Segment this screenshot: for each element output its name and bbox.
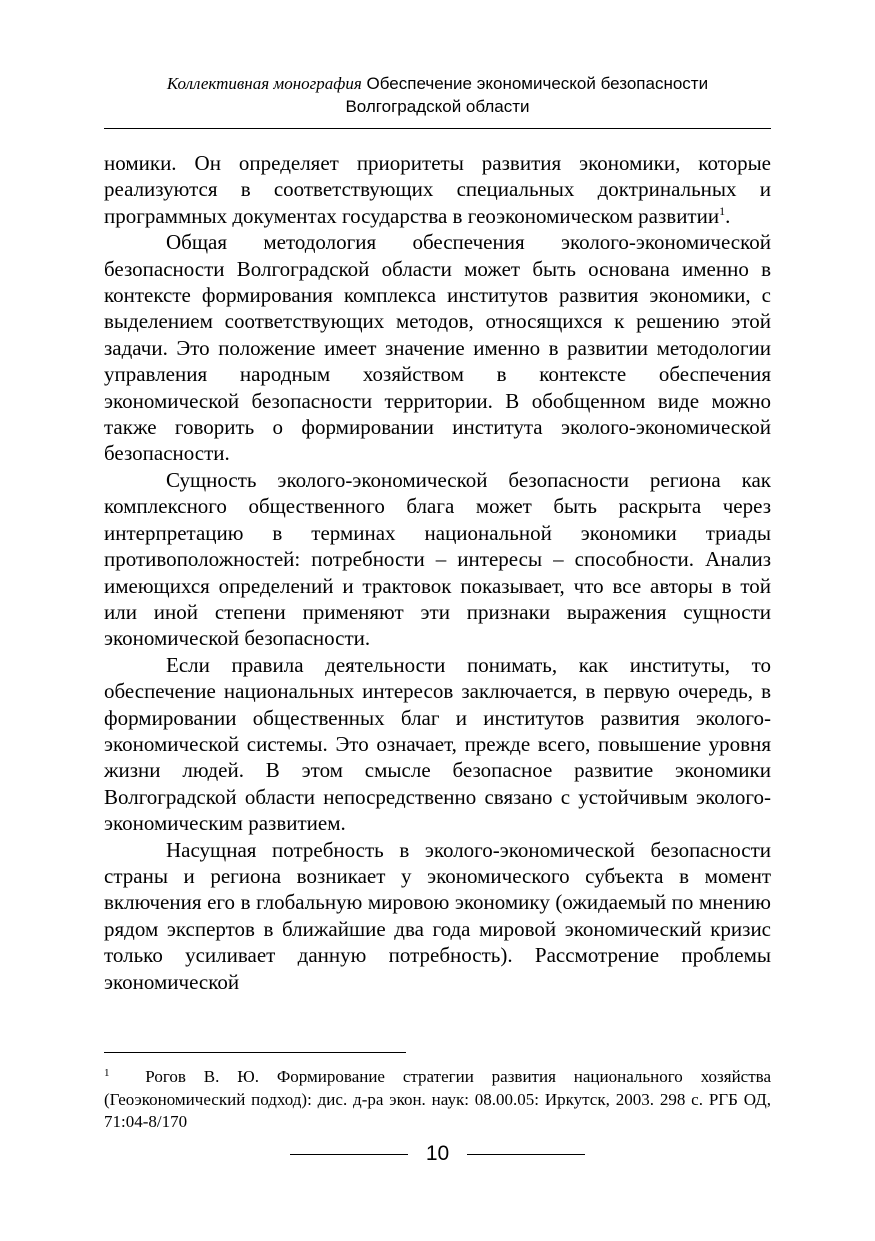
paragraph-3: Сущность эколого-экономической безопасности региона как комплексного общественного блага может быть раскрыта через интерпретацию в терминах национальной экономики триады противоположностей: потребности – интересы – способности. Анализ имеющихся определений и трактовок показывает, что все авторы в той или иной степени применяют эти признаки выражения сущности экономической безопасности.: [104, 467, 771, 651]
paragraph-1: [104, 150, 771, 229]
page-footer: [0, 1140, 875, 1168]
header-divider: [104, 128, 771, 129]
paragraph-2: Общая методология обеспечения эколого-экономической безопасности Волгоградской области может быть основана именно в контексте формирования комплекса институтов развития экономики, с выделением соответствующих методов, относящихся к решению этой задачи. Это положение имеет значение именно в развитии методологии управления народным хозяйством в контексте обеспечения экономической безопасности территории. В обобщенном виде можно также говорить о формировании института эколого-экономической безопасности.: [104, 230, 771, 466]
header-title-part2: Волгоградской области: [345, 97, 530, 116]
paragraph-1-text: номики. Он определяет приоритеты развития экономики, которые реализуются в соответствующих специальных доктринальных и программных документах государства в геоэкономическом развитии: [104, 151, 771, 228]
footnote-text: Рогов В. Ю. Формирование стратегии развития национального хозяйства (Геоэкономический подход): дис. д-ра экон. наук: 08.00.05: Иркутск, 2003. 298 с. РГБ ОД, 71:04-8/170: [104, 1067, 771, 1131]
running-header: [104, 72, 771, 118]
footnote-divider: [104, 1052, 406, 1053]
main-text: [104, 150, 771, 995]
page-number-left-rule: [290, 1154, 408, 1155]
paragraph-4: Если правила деятельности понимать, как институты, то обеспечение национальных интересов заключается, в первую очередь, в формировании общественных благ и институтов развития эколого-экономической системы. Это означает, прежде всего, повышение уровня жизни людей. В этом смысле безопасное развитие экономики Волгоградской области непосредственно связано с устойчивым эколого-экономическим развитием.: [104, 652, 771, 836]
running-header-line1: [104, 72, 771, 95]
header-title-part1: Обеспечение экономической безопасности: [366, 74, 709, 93]
paragraph-1-end: .: [725, 203, 731, 228]
page-number: 10: [425, 1142, 450, 1165]
page-number-right-rule: [467, 1154, 585, 1155]
header-italic-label: Коллективная монография: [166, 74, 362, 93]
footnote: [104, 1066, 771, 1134]
footnote-mark: 1: [104, 1067, 110, 1079]
paragraph-5: Насущная потребность в эколого-экономической безопасности страны и региона возникает у экономического субъекта в момент включения его в глобальную мировою экономику (ожидаемый по мнению рядом экспертов в ближайшие два года мировой экономический кризис только усиливает данную потребность). Рассмотрение проблемы экономической: [104, 837, 771, 994]
footnote-ref[interactable]: 1: [719, 203, 726, 218]
